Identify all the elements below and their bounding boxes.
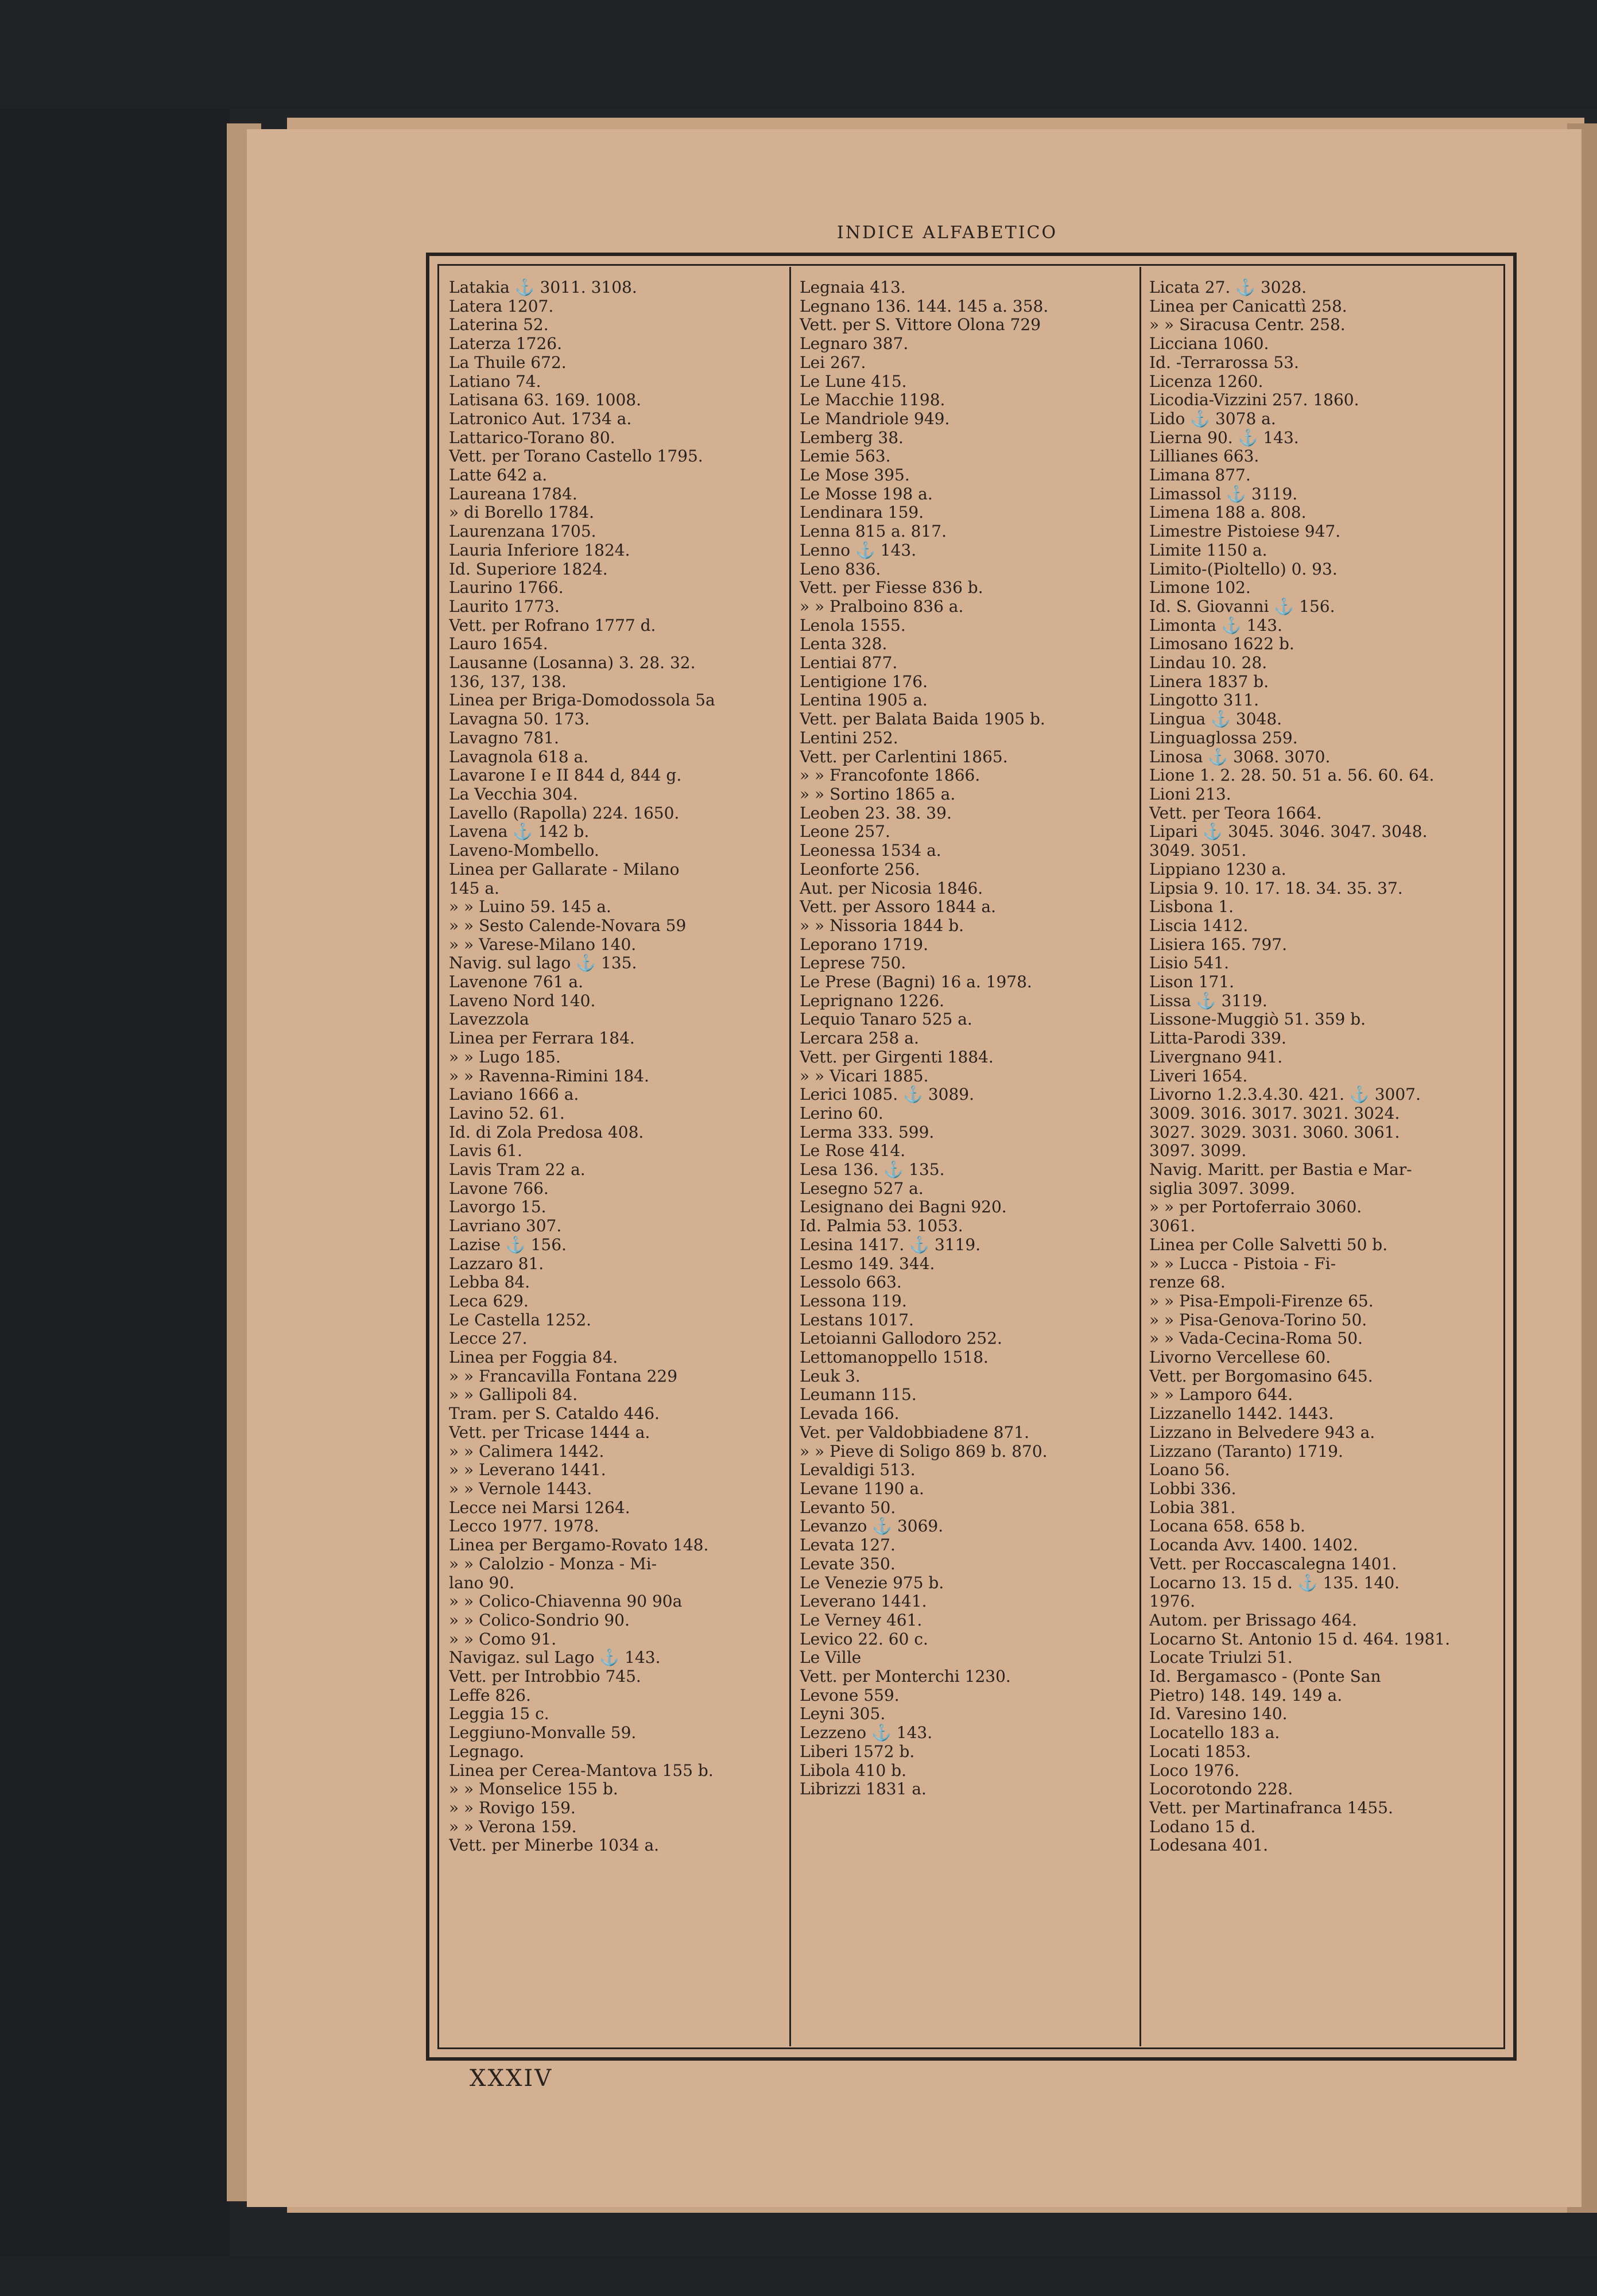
- index-entry: Laurino 1766.: [449, 579, 564, 598]
- index-entry: Licciana 1060.: [1149, 335, 1269, 354]
- index-entry: Lerino 60.: [800, 1104, 883, 1123]
- index-column-1: [449, 278, 784, 1855]
- index-entry: Lipari ⚓ 3045. 3046. 3047. 3048.: [1149, 823, 1428, 841]
- index-entry: Le Mandriole 949.: [800, 409, 950, 428]
- index-entry: Lavena ⚓ 142 b.: [449, 823, 590, 841]
- index-entry: Linea per Gallarate - Milano: [449, 860, 680, 879]
- index-entry: Licodia-Vizzini 257. 1860.: [1149, 391, 1359, 410]
- index-entry: Lido ⚓ 3078 a.: [1149, 409, 1276, 428]
- index-entry: Locarno St. Antonio 15 d. 464. 1981.: [1149, 1630, 1451, 1649]
- index-entry: Leggiuno-Monvalle 59.: [449, 1724, 637, 1743]
- index-entry: Lavone 766.: [449, 1179, 549, 1198]
- index-entry: Lavarone I e II 844 d, 844 g.: [449, 766, 682, 785]
- index-entry: Leca 629.: [449, 1292, 529, 1310]
- index-entry: Vett. per Martinafranca 1455.: [1149, 1798, 1393, 1817]
- index-entry: 3009. 3016. 3017. 3021. 3024.: [1149, 1104, 1400, 1123]
- index-entry: Lippiano 1230 a.: [1149, 860, 1286, 879]
- index-entry: » » Sortino 1865 a.: [800, 785, 956, 804]
- index-entry: Latera 1207.: [449, 297, 554, 316]
- index-entry: Lavello (Rapolla) 224. 1650.: [449, 804, 680, 823]
- index-entry: Le Macchie 1198.: [800, 391, 945, 410]
- index-entry: Linea per Ferrara 184.: [449, 1029, 635, 1048]
- index-entry: Lavagno 781.: [449, 728, 559, 747]
- index-entry: Laurito 1773.: [449, 597, 560, 616]
- column-divider-2: [1139, 267, 1141, 2046]
- index-entry: Lissa ⚓ 3119.: [1149, 991, 1267, 1010]
- index-entry: Leno 836.: [800, 560, 881, 579]
- index-entry: Lattarico-Torano 80.: [449, 428, 615, 447]
- index-entry: Legnaia 413.: [800, 278, 906, 297]
- index-entry: Lisiera 165. 797.: [1149, 935, 1288, 954]
- index-entry: Laveno Nord 140.: [449, 991, 596, 1010]
- index-entry: Lecce 27.: [449, 1329, 528, 1348]
- index-entry: Lavenone 761 a.: [449, 973, 584, 992]
- index-entry: Lentini 252.: [800, 728, 898, 747]
- index-entry: Lizzanello 1442. 1443.: [1149, 1405, 1334, 1424]
- index-entry: Latte 642 a.: [449, 466, 548, 485]
- index-entry: Lizzano in Belvedere 943 a.: [1149, 1423, 1375, 1442]
- index-entry: Limonta ⚓ 143.: [1149, 616, 1282, 635]
- index-entry: Loco 1976.: [1149, 1761, 1240, 1780]
- index-entry: Le Mosse 198 a.: [800, 484, 933, 503]
- index-entry: Vet. per Valdobbiadene 871.: [800, 1423, 1029, 1442]
- index-entry: Linea per Cerea-Mantova 155 b.: [449, 1761, 714, 1780]
- index-entry: » » Nissoria 1844 b.: [800, 916, 964, 935]
- index-entry: » » Colico-Chiavenna 90 90a: [449, 1592, 683, 1611]
- scanner-background-bottom: [0, 2256, 1597, 2296]
- index-entry: Lenna 815 a. 817.: [800, 522, 947, 541]
- index-entry: Limestre Pistoiese 947.: [1149, 522, 1341, 541]
- index-entry: Lestans 1017.: [800, 1310, 914, 1329]
- index-entry: Lobbi 336.: [1149, 1480, 1236, 1498]
- index-entry: Vett. per Borgomasino 645.: [1149, 1367, 1373, 1386]
- index-entry: Libola 410 b.: [800, 1761, 907, 1780]
- page-header: INDICE ALFABETICO: [836, 223, 1058, 243]
- index-entry: Levata 127.: [800, 1536, 896, 1555]
- index-entry: Lerma 333. 599.: [800, 1123, 935, 1142]
- index-entry: Lingotto 311.: [1149, 691, 1259, 710]
- index-entry: Lizzano (Taranto) 1719.: [1149, 1442, 1343, 1461]
- index-entry: Lierna 90. ⚓ 143.: [1149, 428, 1299, 447]
- index-entry: » » Siracusa Centr. 258.: [1149, 316, 1346, 335]
- index-entry: » » Sesto Calende-Novara 59: [449, 916, 687, 935]
- index-entry: » di Borello 1784.: [449, 503, 595, 522]
- index-entry: Vett. per Introbbio 745.: [449, 1667, 641, 1686]
- index-entry: Lodesana 401.: [1149, 1836, 1268, 1855]
- index-entry: 3027. 3029. 3031. 3060. 3061.: [1149, 1123, 1400, 1142]
- index-entry: » » Pisa-Empoli-Firenze 65.: [1149, 1292, 1374, 1310]
- index-entry: Lipsia 9. 10. 17. 18. 34. 35. 37.: [1149, 879, 1403, 898]
- index-entry: La Thuile 672.: [449, 353, 567, 372]
- index-entry: Lavagnola 618 a.: [449, 747, 589, 766]
- index-entry: Lauria Inferiore 1824.: [449, 541, 630, 560]
- index-entry: Lemie 563.: [800, 447, 891, 466]
- index-entry: Lodano 15 d.: [1149, 1817, 1256, 1836]
- index-entry: Vett. per Balata Baida 1905 b.: [800, 710, 1045, 729]
- index-entry: 136, 137, 138.: [449, 672, 567, 691]
- scanner-background-top: [0, 0, 1597, 109]
- index-entry: Livergnano 941.: [1149, 1048, 1283, 1066]
- index-entry: Le Mose 395.: [800, 466, 910, 485]
- index-entry: » » Monselice 155 b.: [449, 1780, 618, 1799]
- index-entry: Lezzeno ⚓ 143.: [800, 1724, 933, 1743]
- index-entry: Lobia 381.: [1149, 1498, 1236, 1517]
- index-entry: Lessona 119.: [800, 1292, 907, 1310]
- index-entry: Lillianes 663.: [1149, 447, 1259, 466]
- index-entry: Leporano 1719.: [800, 935, 928, 954]
- index-entry: Vett. per Teora 1664.: [1149, 804, 1322, 823]
- index-entry: Leggia 15 c.: [449, 1705, 549, 1724]
- index-entry: Lentiai 877.: [800, 654, 898, 673]
- index-entry: Limena 188 a. 808.: [1149, 503, 1307, 522]
- index-entry: Latiano 74.: [449, 372, 541, 391]
- index-entry: Vett. per Roccascalegna 1401.: [1149, 1554, 1397, 1573]
- index-entry: lano 90.: [449, 1573, 514, 1592]
- index-entry: Leumann 115.: [800, 1386, 917, 1405]
- index-entry: Vett. per Tricase 1444 a.: [449, 1423, 650, 1442]
- index-entry: 3061.: [1149, 1217, 1196, 1236]
- index-entry: » » Vada-Cecina-Roma 50.: [1149, 1329, 1363, 1348]
- index-entry: Linosa ⚓ 3068. 3070.: [1149, 747, 1331, 766]
- index-entry: Lesa 136. ⚓ 135.: [800, 1161, 945, 1180]
- index-entry: Lesegno 527 a.: [800, 1179, 924, 1198]
- index-entry: » » Varese-Milano 140.: [449, 935, 637, 954]
- index-entry: 145 a.: [449, 879, 499, 898]
- index-entry: Laviano 1666 a.: [449, 1085, 579, 1104]
- index-entry: Librizzi 1831 a.: [800, 1780, 927, 1799]
- index-entry: » » Verona 159.: [449, 1817, 577, 1836]
- index-entry: » » Lamporo 644.: [1149, 1386, 1293, 1405]
- index-entry: Navigaz. sul Lago ⚓ 143.: [449, 1649, 661, 1667]
- index-entry: Livorno Vercellese 60.: [1149, 1348, 1331, 1367]
- index-entry: Limone 102.: [1149, 579, 1251, 598]
- index-entry: » » Ravenna-Rimini 184.: [449, 1066, 649, 1085]
- index-entry: Locana 658. 658 b.: [1149, 1517, 1305, 1536]
- index-entry: Laterza 1726.: [449, 335, 562, 354]
- index-entry: » » Luino 59. 145 a.: [449, 898, 611, 917]
- index-entry: Leffe 826.: [449, 1686, 531, 1705]
- index-entry: Lecco 1977. 1978.: [449, 1517, 599, 1536]
- index-entry: Le Castella 1252.: [449, 1310, 592, 1329]
- index-entry: Lauro 1654.: [449, 635, 548, 654]
- index-entry: Lesignano dei Bagni 920.: [800, 1198, 1007, 1217]
- page-number: XXXIV: [470, 2065, 553, 2092]
- index-entry: Latisana 63. 169. 1008.: [449, 391, 642, 410]
- index-entry: Levaldigi 513.: [800, 1461, 916, 1480]
- index-entry: Lazzaro 81.: [449, 1254, 544, 1273]
- index-entry: Lenola 1555.: [800, 616, 906, 635]
- index-entry: Le Lune 415.: [800, 372, 907, 391]
- index-entry: Lesmo 149. 344.: [800, 1254, 935, 1273]
- index-entry: Locate Triulzi 51.: [1149, 1649, 1293, 1667]
- index-entry: Leonforte 256.: [800, 860, 920, 879]
- index-entry: 3097. 3099.: [1149, 1142, 1247, 1161]
- index-entry: Linea per Canicattì 258.: [1149, 297, 1347, 316]
- index-entry: » » Gallipoli 84.: [449, 1386, 578, 1405]
- index-entry: Leoben 23. 38. 39.: [800, 804, 952, 823]
- index-entry: Leprignano 1226.: [800, 991, 945, 1010]
- index-entry: Limito-(Pioltello) 0. 93.: [1149, 560, 1338, 579]
- index-entry: Lesina 1417. ⚓ 3119.: [800, 1235, 981, 1254]
- index-entry: » » Rovigo 159.: [449, 1798, 576, 1817]
- index-entry: Levanto 50.: [800, 1498, 896, 1517]
- index-entry: Linea per Colle Salvetti 50 b.: [1149, 1235, 1388, 1254]
- index-entry: Tram. per S. Cataldo 446.: [449, 1405, 660, 1424]
- index-entry: Vett. per Minerbe 1034 a.: [449, 1836, 660, 1855]
- index-entry: Laterina 52.: [449, 316, 549, 335]
- index-entry: Litta-Parodi 339.: [1149, 1029, 1286, 1048]
- index-entry: Letoianni Gallodoro 252.: [800, 1329, 1002, 1348]
- index-entry: Lavriano 307.: [449, 1217, 562, 1236]
- index-entry: » » Calolzio - Monza - Mi-: [449, 1554, 657, 1573]
- index-entry: Lenta 328.: [800, 635, 887, 654]
- index-entry: Lissone-Muggiò 51. 359 b.: [1149, 1010, 1366, 1029]
- index-entry: » » per Portoferraio 3060.: [1149, 1198, 1362, 1217]
- index-entry: Locati 1853.: [1149, 1742, 1251, 1761]
- index-entry: Limosano 1622 b.: [1149, 635, 1294, 654]
- index-entry: Linea per Bergamo-Rovato 148.: [449, 1536, 709, 1555]
- index-entry: Lentigione 176.: [800, 672, 928, 691]
- index-entry: Linea per Briga-Domodossola 5a: [449, 691, 715, 710]
- index-entry: Limana 877.: [1149, 466, 1251, 485]
- index-entry: » » Como 91.: [449, 1630, 557, 1649]
- index-entry: Latakia ⚓ 3011. 3108.: [449, 278, 637, 297]
- index-entry: Levane 1190 a.: [800, 1480, 924, 1498]
- index-entry: 3049. 3051.: [1149, 841, 1247, 860]
- index-entry: Le Venezie 975 b.: [800, 1573, 944, 1592]
- index-entry: » » Francavilla Fontana 229: [449, 1367, 678, 1386]
- index-entry: Lebba 84.: [449, 1273, 530, 1292]
- index-entry: Le Prese (Bagni) 16 a. 1978.: [800, 973, 1032, 992]
- index-entry: Linea per Foggia 84.: [449, 1348, 618, 1367]
- index-entry: » » Pralboino 836 a.: [800, 597, 964, 616]
- index-entry: Locatello 183 a.: [1149, 1724, 1280, 1743]
- index-entry: Leonessa 1534 a.: [800, 841, 941, 860]
- index-entry: Lenno ⚓ 143.: [800, 541, 917, 560]
- index-entry: Lecce nei Marsi 1264.: [449, 1498, 630, 1517]
- index-entry: Liveri 1654.: [1149, 1066, 1248, 1085]
- index-entry: Autom. per Brissago 464.: [1149, 1611, 1357, 1630]
- index-entry: Aut. per Nicosia 1846.: [800, 879, 983, 898]
- index-entry: Limassol ⚓ 3119.: [1149, 484, 1298, 503]
- index-entry: Le Ville: [800, 1649, 862, 1667]
- index-entry: Le Rose 414.: [800, 1142, 906, 1161]
- index-entry: Le Verney 461.: [800, 1611, 922, 1630]
- index-entry: Linguaglossa 259.: [1149, 728, 1298, 747]
- index-entry: Id. Bergamasco - (Ponte San: [1149, 1667, 1381, 1686]
- index-entry: Lisbona 1.: [1149, 898, 1234, 917]
- index-entry: » » Leverano 1441.: [449, 1461, 606, 1480]
- index-entry: Leverano 1441.: [800, 1592, 927, 1611]
- index-entry: Legnago.: [449, 1742, 525, 1761]
- index-entry: Levada 166.: [800, 1405, 900, 1424]
- index-entry: Id. Palmia 53. 1053.: [800, 1217, 963, 1236]
- index-entry: 1976.: [1149, 1592, 1196, 1611]
- index-entry: Vett. per S. Vittore Olona 729: [800, 316, 1041, 335]
- index-entry: Locarno 13. 15 d. ⚓ 135. 140.: [1149, 1573, 1400, 1592]
- index-column-2: [800, 278, 1134, 1799]
- index-entry: Lavis Tram 22 a.: [449, 1161, 586, 1180]
- index-entry: Lei 267.: [800, 353, 866, 372]
- index-entry: Vett. per Girgenti 1884.: [800, 1048, 994, 1066]
- index-entry: Lercara 258 a.: [800, 1029, 919, 1048]
- index-entry: Locanda Avv. 1400. 1402.: [1149, 1536, 1358, 1555]
- index-entry: Vett. per Torano Castello 1795.: [449, 447, 703, 466]
- index-entry: Lioni 213.: [1149, 785, 1231, 804]
- index-entry: Lingua ⚓ 3048.: [1149, 710, 1282, 729]
- index-entry: Leuk 3.: [800, 1367, 860, 1386]
- index-entry: » » Calimera 1442.: [449, 1442, 604, 1461]
- index-entry: Lison 171.: [1149, 973, 1235, 992]
- index-entry: Legnaro 387.: [800, 335, 909, 354]
- column-divider-1: [789, 267, 791, 2046]
- index-entry: renze 68.: [1149, 1273, 1226, 1292]
- index-entry: Id. di Zola Predosa 408.: [449, 1123, 644, 1142]
- index-entry: Lavorgo 15.: [449, 1198, 546, 1217]
- index-entry: Vett. per Carlentini 1865.: [800, 747, 1008, 766]
- index-entry: Navig. Maritt. per Bastia e Mar-: [1149, 1161, 1412, 1180]
- index-entry: La Vecchia 304.: [449, 785, 578, 804]
- index-entry: » » Vicari 1885.: [800, 1066, 929, 1085]
- index-entry: Limite 1150 a.: [1149, 541, 1267, 560]
- index-entry: » » Lucca - Pistoia - Fi-: [1149, 1254, 1336, 1273]
- index-entry: Lerici 1085. ⚓ 3089.: [800, 1085, 975, 1104]
- index-entry: Lavezzola: [449, 1010, 529, 1029]
- index-entry: Lavino 52. 61.: [449, 1104, 565, 1123]
- index-entry: Vett. per Rofrano 1777 d.: [449, 616, 656, 635]
- index-entry: Id. S. Giovanni ⚓ 156.: [1149, 597, 1335, 616]
- index-entry: Loano 56.: [1149, 1461, 1230, 1480]
- index-entry: Licata 27. ⚓ 3028.: [1149, 278, 1307, 297]
- index-entry: Lavagna 50. 173.: [449, 710, 590, 729]
- index-entry: Levone 559.: [800, 1686, 900, 1705]
- index-entry: Vett. per Fiesse 836 b.: [800, 579, 983, 598]
- index-entry: » » Pieve di Soligo 869 b. 870.: [800, 1442, 1048, 1461]
- index-entry: Vett. per Assoro 1844 a.: [800, 898, 997, 917]
- index-entry: Lequio Tanaro 525 a.: [800, 1010, 972, 1029]
- index-entry: Leprese 750.: [800, 954, 906, 973]
- index-entry: Locorotondo 228.: [1149, 1780, 1293, 1799]
- index-entry: Id. Superiore 1824.: [449, 560, 608, 579]
- index-entry: Leone 257.: [800, 823, 890, 841]
- index-entry: Licenza 1260.: [1149, 372, 1263, 391]
- index-entry: Pietro) 148. 149. 149 a.: [1149, 1686, 1343, 1705]
- index-entry: Laveno-Mombello.: [449, 841, 599, 860]
- index-entry: siglia 3097. 3099.: [1149, 1179, 1295, 1198]
- index-entry: Levanzo ⚓ 3069.: [800, 1517, 944, 1536]
- index-entry: Lessolo 663.: [800, 1273, 902, 1292]
- index-entry: Lione 1. 2. 28. 50. 51 a. 56. 60. 64.: [1149, 766, 1435, 785]
- index-entry: Navig. sul lago ⚓ 135.: [449, 954, 637, 973]
- index-entry: Lentina 1905 a.: [800, 691, 928, 710]
- index-entry: Legnano 136. 144. 145 a. 358.: [800, 297, 1049, 316]
- index-entry: Latronico Aut. 1734 a.: [449, 409, 632, 428]
- index-entry: Vett. per Monterchi 1230.: [800, 1667, 1011, 1686]
- index-column-3: [1149, 278, 1499, 1855]
- index-entry: » » Vernole 1443.: [449, 1480, 592, 1498]
- index-entry: Lemberg 38.: [800, 428, 904, 447]
- index-entry: Id. Varesino 140.: [1149, 1705, 1288, 1724]
- index-entry: Lazise ⚓ 156.: [449, 1235, 567, 1254]
- index-entry: Lausanne (Losanna) 3. 28. 32.: [449, 654, 696, 673]
- index-entry: Liscia 1412.: [1149, 916, 1249, 935]
- index-entry: » » Francofonte 1866.: [800, 766, 980, 785]
- scanner-background-left: [0, 0, 230, 2296]
- index-entry: Livorno 1.2.3.4.30. 421. ⚓ 3007.: [1149, 1085, 1421, 1104]
- index-entry: Lavis 61.: [449, 1142, 522, 1161]
- index-entry: » » Colico-Sondrio 90.: [449, 1611, 630, 1630]
- index-entry: Laurenzana 1705.: [449, 522, 596, 541]
- index-entry: Lindau 10. 28.: [1149, 654, 1267, 673]
- index-entry: Lisio 541.: [1149, 954, 1229, 973]
- index-entry: » » Pisa-Genova-Torino 50.: [1149, 1310, 1367, 1329]
- index-entry: Levico 22. 60 c.: [800, 1630, 928, 1649]
- index-entry: Laureana 1784.: [449, 484, 577, 503]
- index-entry: Linera 1837 b.: [1149, 672, 1269, 691]
- index-entry: Leyni 305.: [800, 1705, 886, 1724]
- index-entry: Liberi 1572 b.: [800, 1742, 915, 1761]
- index-entry: Levate 350.: [800, 1554, 896, 1573]
- index-entry: » » Lugo 185.: [449, 1048, 561, 1066]
- index-entry: Lettomanoppello 1518.: [800, 1348, 989, 1367]
- index-entry: Id. -Terrarossa 53.: [1149, 353, 1299, 372]
- index-entry: Lendinara 159.: [800, 503, 924, 522]
